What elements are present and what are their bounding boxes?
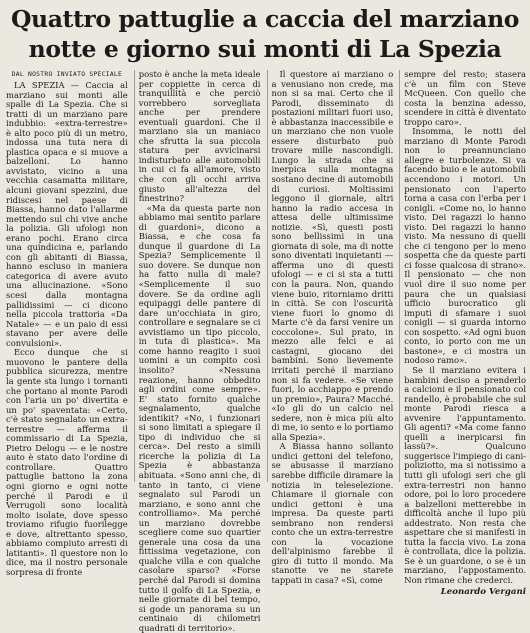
- column-3: [267, 69, 394, 585]
- paragraph: Ecco dunque che si muovono le pantere della pubblica sicurezza, mentre la gente sta lungo i tornanti che portano al monte Parodi con l'aria un po' divertita e un po' spaventata: «Certo, c'è stato segnalato un extra-terrestre — afferma il commissario di La Spezia, Pietro Delogu — e le nostre auto è stato dato l'ordine di controllare. Quattro pattuglie battono la zona ogni giorno e ogni notte perché il Parodi e il Verrugoli sono località molto isolate, dove spesso troviamo rifugio fuorilegge e dove, altrettanto spesso, abbiamo compiuto arresti di latitanti». Il questore non lo dice, ma il nostro personale sorpresa di fronte: [6, 347, 128, 577]
- column-1: [6, 70, 128, 577]
- column-4: [399, 69, 526, 597]
- paragraph: [6, 81, 128, 348]
- headline-line-2: notte e giorno sui monti di La Spezia: [28, 35, 502, 63]
- author-signature: Leonardo Vergani: [440, 586, 526, 597]
- column-2: [134, 69, 261, 633]
- paragraph: A Biassa hanno sollanto undici gettoni del telefono, se abusasse il marziano sarebbe difficile diramare la notizia in teleselezione. Chiamare il giornale con undici gettoni è una impresa. Da queste parti sembrano non rendersi conto che un extra-terrestre con la vocazione dell'alpinismo farebbe il giro di tutto il mondo. Ma stanotte ve ne starete tappati in casa? «Sì, come: [271, 441, 394, 585]
- dateline: LA SPEZIA: [14, 80, 65, 90]
- headline-line-1: Quattro pattuglie a caccia del marziano: [10, 5, 520, 33]
- byline: DAL NOSTRO INVIATO SPECIALE: [11, 71, 123, 78]
- headline: [8, 4, 522, 64]
- paragraph: Il questore ai marziano o a venusiano non crede, ma non si sa mai. Certo che il Parodi, disseminato di postazioni militari fuori uso, è abbastanza inaccessibile e un marziano che non vuole essere disturbato può trovare mille nascondigli. Lungo la strada che si inerpica sulla montagna sostano decine di automobili di curiosi. Moltissimi leggono il giornale, altri hanno la radio accesa in attesa delle ultimissime notizie. «Sì, questi posti sono bellissimi in una giornata di sole, ma di notte sono diventati inquietanti — afferma uno di questi ufologi — e ci si sta a tutti con la paura. Non, quando viene buio, ritorniamo dritti in città. Se con l'oscurità viene fuori lo gnomo di Marte c'è da farsi venire un coccolone». Sul prato, in mezzo alle felci e ai castagni, giocano dei bambini. Sono lievemente irritati perché il marziano non si fa vedere. «Se viene fuori, lo acchiappo e prendo un premio», Paura? Macché. «Io gli do un calcio nel sedere, non è mica più alto di me, io sento e lo portiamo alla Spezia».: [271, 69, 394, 442]
- paragraph: «Ma da questa parte non abbiamo mai sentito parlare di guardoni», dicono a Biassa, e che cosa fa dunque il guardone di La Spezia? Semplicemente il suo dovere. Se dunque non ha fatto nulla di male? «Semplicemente il suo dovere. Se da ordine agli equipaggi delle pantere di dare un'occhiata in giro, controllare e segnalare se ci avvistiamo un tipo piccolo, in tuta di plastica». Ma come hanno reagito i suoi uomini a un compito così insolito? «Nessuna reazione, hanno obbedito agli ordini come sempre». E' stato fornito qualche segnalamento, qualche identikit? «No, i funzionari si sono limitati a spiegare il tipo di individuo che si cerca». Del resto a simili ricerche la polizia di La Spezia è abbastanza abituata. «Sono anni che, di tanto in tanto, ci viene segnalato sul Parodi un marziano, e sono anni che controlliamo». Ma perché un marziano dovrebbe scegliere come suo quartier generale una cosa da una fittissima vegetazione, con qualche villa e con qualche casolare sparso? «Forse perché dal Parodi si domina tutto il golfo di La Spezia, e nelle giornate di bel tempo, si gode un panorama su un centinaio di chilometri quadrati di territorio».: [138, 202, 261, 633]
- paragraph: sempre del resto; stasera c'è un film con Steve McQueen. Con quello che costa la benzina adesso, scendere in città è diventato troppo caro».: [404, 69, 526, 127]
- paragraph-text: — Caccia al marziano sui monti alle spalle di La Spezia. Che si tratti di un marziano pare indubbio: «extra-terrestre» è alto poco più di un metro, indossa una tuta nera di plastica opaca e si muove a balzelloni. Lo hanno avvistato, vicino a una vecchia casamatta militare, alcuni giovani spezzini, due ridiscesi nel paese di Biassa, hanno dato l'allarme mettendo sul chi vive anche la polizia. Gli ufologi non erano pochi. Erano circa una quindicina e, parlando con gli abitanti di Biassa, hanno escluso in maniera categorica di avere avuto una allucinazione. «Sono scesi dalla montagna pallidissimi — ci dicono nella piccola trattoria «Da Natale» — e un paio di essi stavano per avere delle convulsioni».: [6, 80, 128, 348]
- paragraph: posto è anche la meta ideale per coppiette in cerca di tranquillità e che perciò vorrebbero sorvegliata anche per prendere eventuali guardoni. Che il marziano sia un maniaco che sfrutta la sua piccola statura per avvicinarsi indisturbato alle automobili in cui ci fa all'amore, visto che con gli occhi arriva giusto all'altezza del finestrino?: [138, 69, 261, 204]
- paragraph: Se il marziano evitera i bambini deciso a prenderlo a calcioni e il pensionato col randello, è probabile che sul monte Parodi riesca a avvenire l'appuntamento. Gli agenti? «Ma come fanno quelli a inerpicarsi fin lassù?». Qualcuno suggerisce l'impiego di cani-poliziotto, ma si notissimo a tutti gli ufologi seri che gli extra-terrestri non hanno odore, poi lo loro procedere a balzelloni metterebbe in difficoltà anche il lupo più addestrato. Non resta che aspettare che si manifesti in tutta la faccia vivo. La zona è controllata, dice la polizia. Se è un guardone, o se è un marziano, l'appostamento. Non rimane che crederci.: [404, 364, 526, 585]
- article-body: [6, 69, 526, 633]
- paragraph: Insomma, le notti del marziano di Monte Parodi non lo preannunciano allegre e turbolenze. Si va facendo buio e le automobili accendono i motori. Un pensionato con l'aperto torna a casa con l'erba per i conigli. «Come no, lo hanno visto. Dei ragazzi lo hanno visto. Dei ragazzi lo hanno visto. Ma nessuno di quelli che ci tengono per lo meno sospetta che da queste parti ci fosse qualcosa di strano». Il pensionato — che non vuol dire il suo nome per paura che un qualsiasi ufficio burocratico gli imputi di sfamare i suoi conigli — si guarda intorno con sospetto. «Ad ogni buon conto, io porto con me un bastone», e ci mostra un nodoso ramo».: [404, 126, 526, 366]
